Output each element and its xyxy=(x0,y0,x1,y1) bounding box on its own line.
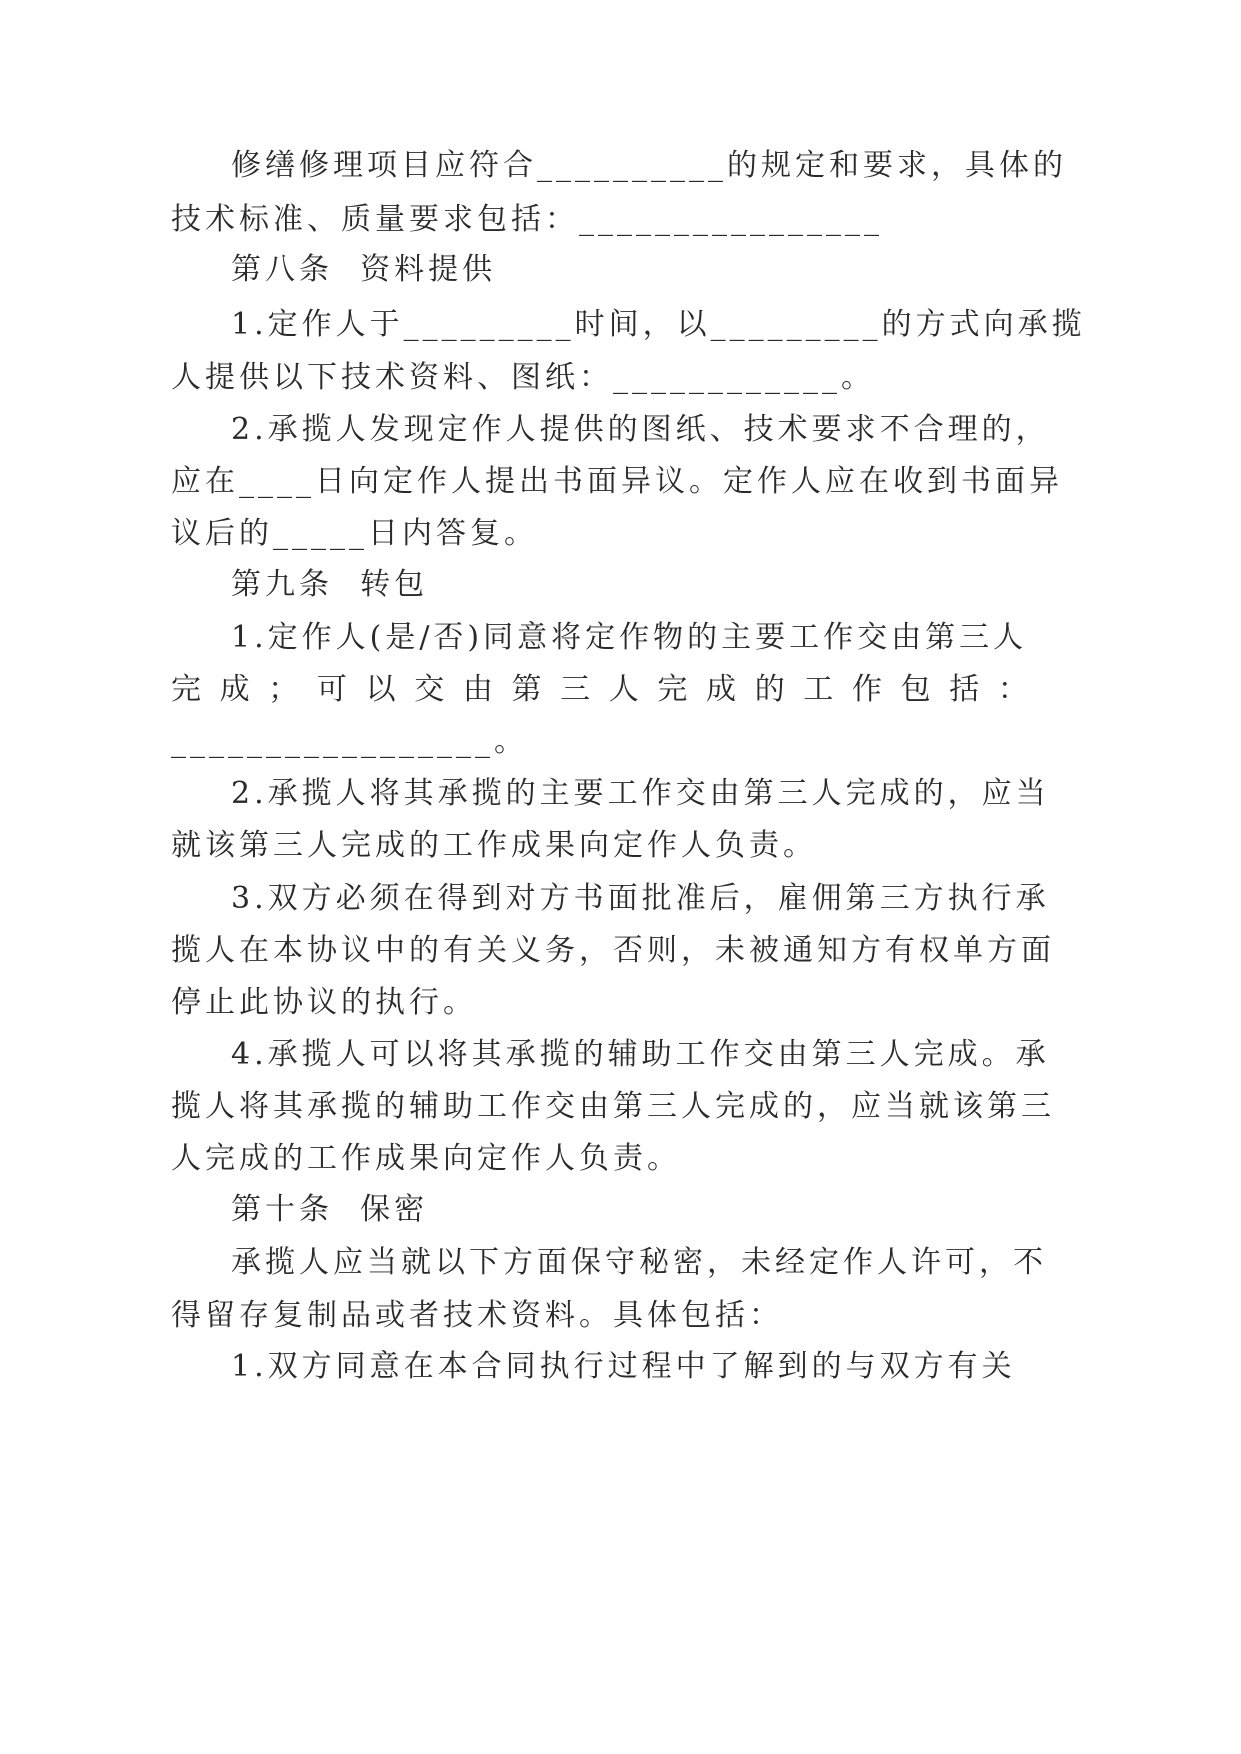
char: 包 xyxy=(900,672,931,707)
paragraph-line: 修缮修理项目应符合__________的规定和要求，具体的 xyxy=(231,148,1067,183)
section-heading-9: 第九条 转包 xyxy=(231,567,429,602)
paragraph-line: 1.定作人于_________时间，以_________的方式向承揽 xyxy=(231,307,1086,342)
char: 作 xyxy=(851,672,882,707)
paragraph-line: 2.承揽人发现定作人提供的图纸、技术要求不合理的， xyxy=(231,412,1050,447)
paragraph-line: 揽人在本协议中的有关义务，否则，未被通知方有权单方面 xyxy=(171,933,1055,968)
section-heading-10: 第十条 保密 xyxy=(231,1192,429,1227)
char: 括 xyxy=(949,672,980,707)
paragraph-line: _________________。 xyxy=(171,724,528,759)
paragraph-line: 1.双方同意在本合同执行过程中了解到的与双方有关 xyxy=(231,1349,1016,1384)
paragraph-line: 2.承揽人将其承揽的主要工作交由第三人完成的，应当 xyxy=(231,776,1050,811)
paragraph-line: 1.定作人(是/否)同意将定作物的主要工作交由第三人 xyxy=(231,620,1028,655)
char: 三 xyxy=(560,672,591,707)
char: 成 xyxy=(219,672,250,707)
paragraph-line: 议后的_____日内答复。 xyxy=(171,516,538,551)
char: ： xyxy=(997,672,1028,707)
section-heading-8: 第八条 资料提供 xyxy=(231,252,497,287)
char: 第 xyxy=(511,672,542,707)
paragraph-line: 揽人将其承揽的辅助工作交由第三人完成的，应当就该第三 xyxy=(171,1089,1055,1124)
char: 完 xyxy=(657,672,688,707)
char: 由 xyxy=(462,672,493,707)
paragraph-line: 停止此协议的执行。 xyxy=(171,985,477,1020)
char: 完 xyxy=(171,672,201,707)
paragraph-line: 就该第三人完成的工作成果向定作人负责。 xyxy=(171,828,817,863)
paragraph-line: 应在____日向定作人提出书面异议。定作人应在收到书面异 xyxy=(171,464,1063,499)
char: 的 xyxy=(754,672,785,707)
paragraph-line: 4.承揽人可以将其承揽的辅助工作交由第三人完成。承 xyxy=(231,1037,1050,1072)
char: ； xyxy=(268,672,299,707)
justified-paragraph-line xyxy=(171,670,1028,710)
char: 以 xyxy=(365,672,396,707)
paragraph-line: 人完成的工作成果向定作人负责。 xyxy=(171,1141,681,1176)
paragraph-line: 3.双方必须在得到对方书面批准后，雇佣第三方执行承 xyxy=(231,881,1050,916)
char: 可 xyxy=(316,672,347,707)
char: 交 xyxy=(414,672,445,707)
char: 人 xyxy=(608,672,639,707)
paragraph-line: 承揽人应当就以下方面保守秘密，未经定作人许可，不 xyxy=(231,1245,1047,1280)
paragraph-line: 得留存复制品或者技术资料。具体包括： xyxy=(171,1298,783,1333)
paragraph-line: 技术标准、质量要求包括：________________ xyxy=(171,202,883,237)
char: 成 xyxy=(706,672,737,707)
paragraph-line: 人提供以下技术资料、图纸：____________。 xyxy=(171,360,875,395)
char: 工 xyxy=(803,672,834,707)
